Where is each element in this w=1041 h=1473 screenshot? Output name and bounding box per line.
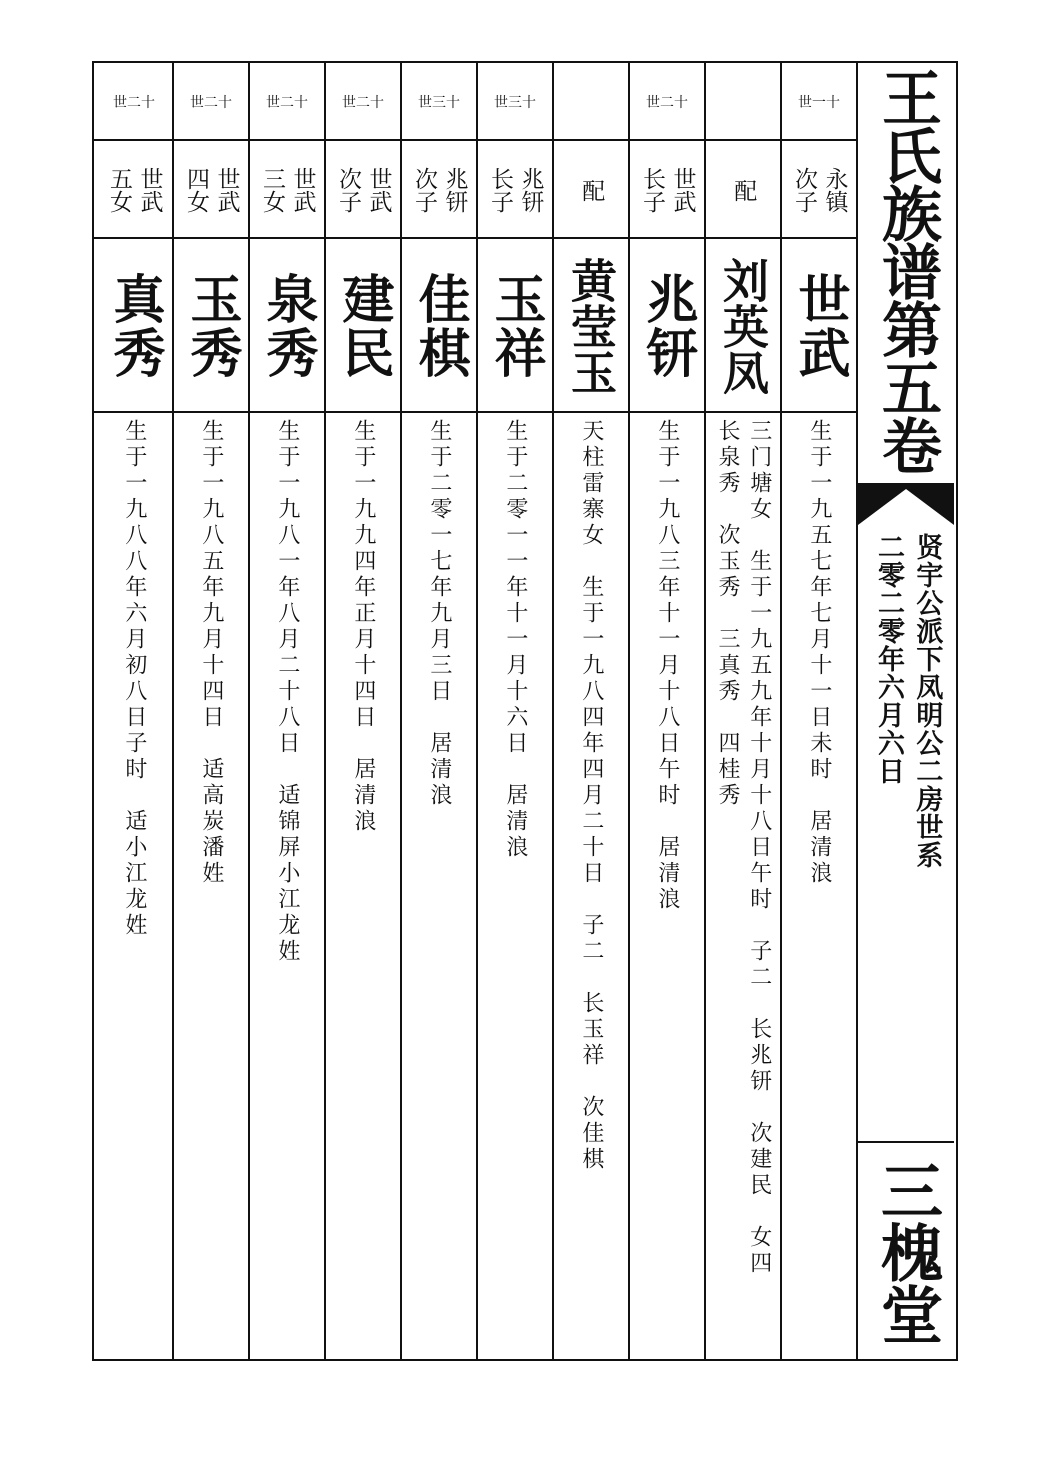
relation-text: 长子 [639, 167, 665, 213]
relation-text: 兆钘 [517, 167, 544, 213]
row-divider-gen [94, 139, 856, 141]
compile-date: 二零二零年六月六日 [873, 533, 904, 785]
book-title [858, 67, 956, 483]
generation-label: 世三十 [418, 95, 460, 111]
relation-block [478, 143, 552, 237]
generation-label [706, 63, 780, 141]
person-name [326, 239, 400, 413]
biography-line: 生于一九八三年十一月十八日午时 居清浪 [654, 419, 680, 913]
generation-label: 世二十 [266, 95, 308, 111]
biography-line: 生于一九八一年八月二十八日 适锦屏小江龙姓 [274, 419, 300, 965]
relation-text: 次子 [791, 167, 817, 213]
relation-block [96, 143, 172, 237]
biography [250, 419, 324, 1349]
person-name [478, 239, 552, 413]
biography-line: 生于一九八五年九月十四日 适高炭潘姓 [198, 419, 224, 887]
biography-line: 长泉秀 次玉秀 三真秀 四桂秀 [715, 419, 740, 809]
generation-label: 世二十 [190, 95, 232, 111]
biography-line: 生于二零一一年十一月十六日 居清浪 [502, 419, 528, 861]
person-name [402, 239, 476, 413]
person-column [552, 63, 628, 1359]
relation-text: 次子 [411, 167, 437, 213]
relation-block [782, 143, 856, 237]
person-column [780, 63, 856, 1359]
biography [402, 419, 476, 1349]
biography-line: 生于一九八八年六月初八日子时 适小江龙姓 [121, 419, 147, 939]
biography-line: 生于二零一七年九月三日 居清浪 [426, 419, 452, 809]
subtitle-block [858, 533, 956, 1133]
relation-text: 世武 [365, 167, 392, 213]
divider [858, 1141, 954, 1143]
person-name [174, 239, 248, 413]
relation-block [174, 143, 248, 237]
biography [630, 419, 704, 1349]
biography [326, 419, 400, 1349]
person-name-text: 泉秀 [257, 272, 318, 380]
fishtail-ornament [858, 485, 954, 529]
generation-label: 世二十 [342, 95, 384, 111]
person-column [704, 63, 780, 1359]
biography [706, 419, 780, 1349]
hall-name-text: 三槐堂 [870, 1159, 944, 1345]
person-name-text: 黄莹玉 [564, 257, 618, 395]
generation-label: 世三十 [494, 95, 536, 111]
hall-name [858, 1149, 956, 1355]
biography [478, 419, 552, 1349]
person-name-text: 佳棋 [409, 272, 470, 380]
lineage-subtitle: 贤宇公派下凤明公二房世系 [911, 533, 943, 869]
person-column [400, 63, 476, 1359]
person-column [172, 63, 248, 1359]
person-name-text: 玉祥 [485, 272, 546, 380]
generation-label: 世二十 [113, 95, 155, 111]
person-column [324, 63, 400, 1359]
relation-block [402, 143, 476, 237]
relation-text: 配 [578, 178, 605, 202]
relation-text: 兆钘 [441, 167, 468, 213]
relation-block [554, 143, 628, 237]
person-name [782, 239, 856, 413]
relation-text: 世武 [289, 167, 316, 213]
biography [96, 419, 172, 1349]
biography-line: 天柱雷寨女 生于一九八四年四月二十日 子二 长玉祥 次佳棋 [578, 419, 604, 1173]
person-name [630, 239, 704, 413]
generation-label: 世二十 [646, 95, 688, 111]
person-column [96, 63, 172, 1359]
relation-block [326, 143, 400, 237]
relation-block [250, 143, 324, 237]
person-column [628, 63, 704, 1359]
relation-text: 世武 [136, 167, 163, 213]
person-name-text: 兆钘 [637, 272, 698, 380]
relation-text: 永镇 [821, 167, 848, 213]
biography-line: 生于一九九四年正月十四日 居清浪 [350, 419, 376, 835]
relation-text: 配 [730, 178, 757, 202]
relation-text: 世武 [669, 167, 696, 213]
biography [782, 419, 856, 1349]
book-title-text: 王氏族谱第五卷 [872, 67, 942, 473]
relation-text: 次子 [335, 167, 361, 213]
person-name-text: 世武 [789, 272, 850, 380]
generation-label: 世一十 [798, 95, 840, 111]
relation-text: 世武 [213, 167, 240, 213]
side-panel [856, 63, 956, 1359]
relation-block [630, 143, 704, 237]
biography [554, 419, 628, 1349]
biography-line: 生于一九五七年七月十一日未时 居清浪 [806, 419, 832, 887]
person-name-text: 建民 [333, 272, 394, 380]
person-name [96, 239, 172, 413]
person-name [554, 239, 628, 413]
row-divider-name [94, 411, 856, 413]
person-name [706, 239, 780, 413]
person-name [250, 239, 324, 413]
relation-block [706, 143, 780, 237]
biography [174, 419, 248, 1349]
relation-text: 三女 [259, 167, 285, 213]
row-divider-rel [94, 237, 856, 239]
biography-line: 三门塘女 生于一九五九年十月十八日午时 子二 长兆钘 次建民 女四 [746, 419, 772, 1277]
relation-text: 五女 [106, 167, 132, 213]
person-column [248, 63, 324, 1359]
person-name-text: 刘英凤 [716, 257, 770, 395]
generation-label [554, 63, 628, 141]
relation-text: 长子 [487, 167, 513, 213]
person-name-text: 玉秀 [181, 272, 242, 380]
person-name-text: 真秀 [104, 272, 165, 380]
page-frame [92, 61, 958, 1361]
person-column [476, 63, 552, 1359]
relation-text: 四女 [183, 167, 209, 213]
